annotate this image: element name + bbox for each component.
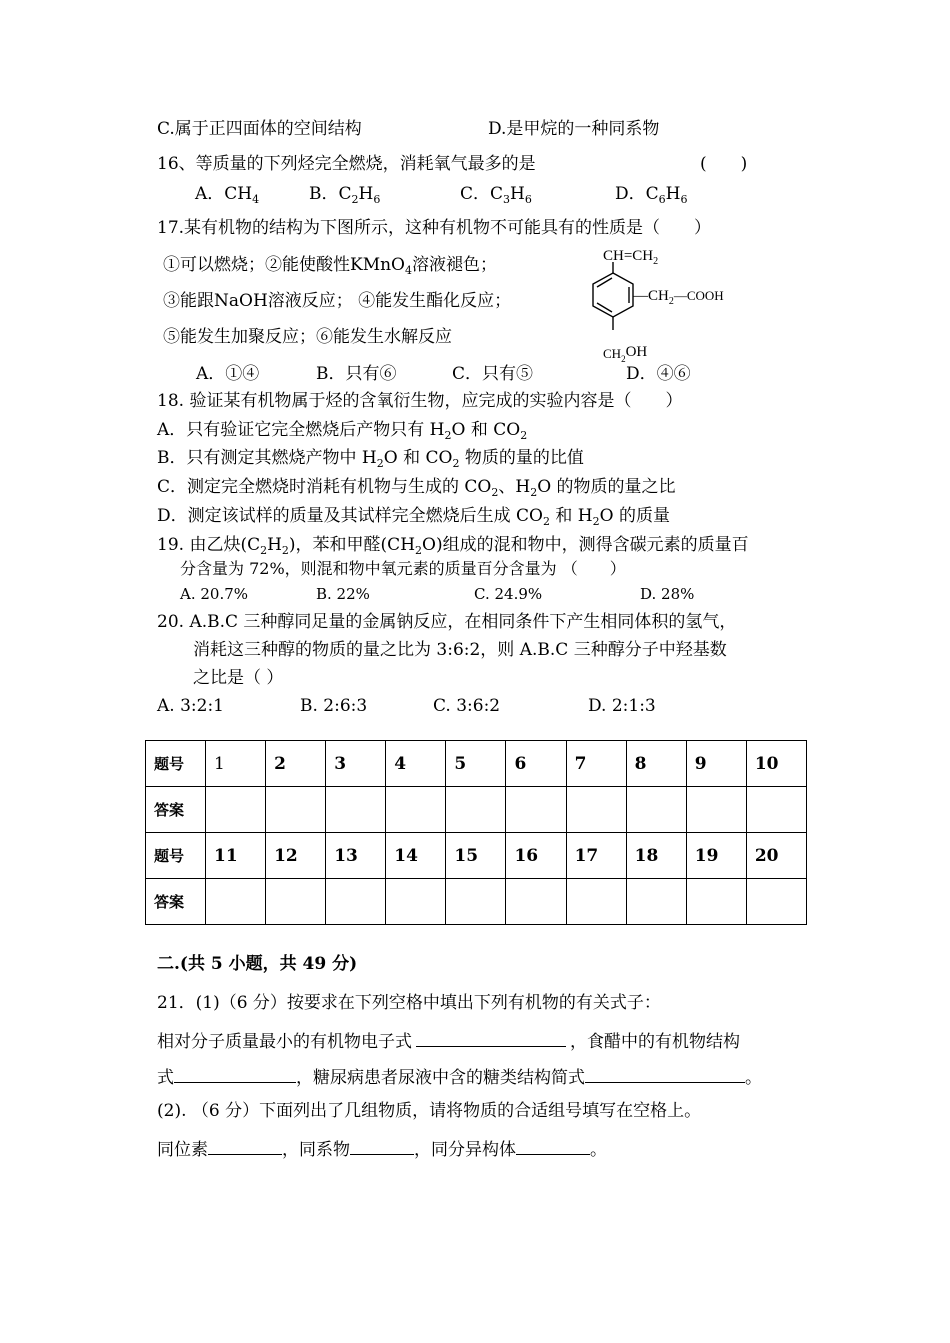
question-number-cell: 12 (266, 833, 326, 879)
q20-option-d: D. 2:1:3 (588, 696, 656, 716)
answer-cell[interactable] (266, 879, 326, 925)
answer-cell[interactable] (566, 787, 626, 833)
q15-option-c: C.属于正四面体的空间结构 (157, 119, 362, 139)
table-row-answers-1 (146, 787, 807, 833)
q16-stem: 16、等质量的下列烃完全燃烧，消耗氧气最多的是 (157, 154, 536, 174)
q21-line-5: 同位素 ，同系物 ，同分异构体 。 (157, 1136, 607, 1161)
q17-property-line-3: ⑤能发生加聚反应；⑥能发生水解反应 (163, 327, 452, 347)
benzene-ring (593, 262, 633, 330)
q17-option-c: C．只有⑤ (452, 364, 534, 384)
question-number-cell: 1 (206, 741, 266, 787)
q18-option-c: C．测定完全燃烧时消耗有机物与生成的 $CO_2$、$H_2O$ 的物质的量之比 (157, 477, 676, 499)
question-number-cell: 6 (506, 741, 566, 787)
hydroxymethyl-group: $CH_2OH$ (603, 344, 648, 364)
answer-label: 答案 (146, 879, 206, 925)
q19-option-c: C. 24.9% (474, 585, 543, 603)
q20-option-b: B. 2:6:3 (300, 696, 368, 716)
q19-option-d: D. 28% (640, 585, 695, 603)
answer-cell[interactable] (746, 787, 806, 833)
answer-cell[interactable] (266, 787, 326, 833)
question-number-cell: 15 (446, 833, 506, 879)
question-number-cell: 5 (446, 741, 506, 787)
q17-stem: 17.某有机物的结构为下图所示，这种有机物不可能具有的性质是（ ） (157, 218, 712, 238)
answer-cell[interactable] (206, 787, 266, 833)
answer-cell[interactable] (506, 879, 566, 925)
table-row-header-2 (146, 833, 807, 879)
question-number-cell: 10 (746, 741, 806, 787)
q15-option-d: D.是甲烷的一种同系物 (488, 119, 660, 139)
answer-cell[interactable] (206, 879, 266, 925)
blank-sugar-formula[interactable] (585, 1064, 745, 1083)
answer-table (145, 740, 807, 925)
table-row-answers-2 (146, 879, 807, 925)
answer-cell[interactable] (446, 787, 506, 833)
answer-cell[interactable] (686, 787, 746, 833)
q16-option-c: C．$C_3H_6$ (460, 184, 532, 206)
question-number-cell: 19 (686, 833, 746, 879)
q16-answer-paren: ( ) (700, 154, 748, 174)
structural-formula (585, 240, 765, 370)
question-number-cell: 18 (626, 833, 686, 879)
blank-structural-formula[interactable] (174, 1064, 296, 1083)
blank-homologues[interactable] (350, 1136, 414, 1155)
vinyl-group: $CH=CH_2$ (603, 248, 659, 267)
q17-option-d: D．④⑥ (626, 364, 691, 384)
question-number-cell: 2 (266, 741, 326, 787)
question-number-cell: 14 (386, 833, 446, 879)
blank-electron-formula[interactable] (416, 1028, 566, 1047)
q17-property-line-1: ①可以燃烧；②能使酸性KMnO$_4$溶液褪色； (163, 255, 497, 277)
answer-cell[interactable] (746, 879, 806, 925)
q18-option-b: B．只有测定其燃烧产物中 $H_2O$ 和 $CO_2$ 物质的量的比值 (157, 448, 584, 470)
section-2-title: 二.(共 5 小题，共 49 分) (157, 954, 358, 974)
answer-cell[interactable] (386, 787, 446, 833)
answer-cell[interactable] (506, 787, 566, 833)
answer-label: 答案 (146, 787, 206, 833)
carboxymethyl-group: $—CH_2—COOH$ (633, 288, 724, 307)
q16-option-b: B．$C_2H_6$ (309, 184, 381, 206)
question-number-cell: 20 (746, 833, 806, 879)
q21-line-3: 式 ，糖尿病患者尿液中含的糖类结构简式 。 (157, 1064, 762, 1089)
question-number-cell: 17 (566, 833, 626, 879)
q17-option-b: B．只有⑥ (316, 364, 397, 384)
q20-line-2: 消耗这三种醇的物质的量之比为 3:6:2，则 A.B.C 三种醇分子中羟基数 (193, 640, 727, 660)
answer-cell[interactable] (686, 879, 746, 925)
question-number-cell: 8 (626, 741, 686, 787)
answer-cell[interactable] (326, 787, 386, 833)
answer-cell[interactable] (626, 879, 686, 925)
q21-part1-stem: 21．(1)（6 分）按要求在下列空格中填出下列有机物的有关式子： (157, 993, 661, 1013)
answer-cell[interactable] (326, 879, 386, 925)
q21-line-2: 相对分子质量最小的有机物电子式 ，食醋中的有机物结构 (157, 1028, 740, 1053)
blank-isomers[interactable] (516, 1136, 590, 1155)
question-number-cell: 7 (566, 741, 626, 787)
question-number-cell: 9 (686, 741, 746, 787)
question-number-cell: 11 (206, 833, 266, 879)
answer-cell[interactable] (386, 879, 446, 925)
q16-option-a: A．$CH_4$ (195, 184, 260, 206)
q19-line-2: 分含量为 72%，则混和物中氧元素的质量百分含量为 （ ） (180, 559, 626, 578)
q17-option-a: A．①④ (196, 364, 260, 384)
question-number-cell: 13 (326, 833, 386, 879)
q18-stem: 18. 验证某有机物属于烃的含氧衍生物，应完成的实验内容是（ ） (157, 391, 683, 411)
q20-line-1: 20. A.B.C 三种醇同足量的金属钠反应，在相同条件下产生相同体积的氢气， (157, 612, 737, 632)
answer-cell[interactable] (446, 879, 506, 925)
q18-option-a: A．只有验证它完全燃烧后产物只有 $H_2O$ 和 $CO_2$ (157, 420, 528, 442)
q20-option-a: A. 3:2:1 (157, 696, 224, 716)
q20-line-3: 之比是（ ） (193, 668, 284, 688)
blank-isotopes[interactable] (208, 1136, 282, 1155)
table-row-header-1 (146, 741, 807, 787)
q18-option-d: D．测定该试样的质量及其试样完全燃烧后生成 $CO_2$ 和 $H_2O$ 的质量 (157, 506, 670, 528)
question-number-cell: 16 (506, 833, 566, 879)
q17-property-line-2: ③能跟NaOH溶液反应； ④能发生酯化反应； (163, 291, 512, 311)
q21-part2-stem: (2). （6 分）下面列出了几组物质，请将物质的合适组号填写在空格上。 (157, 1101, 702, 1121)
question-number-label: 题号 (146, 741, 206, 787)
question-number-cell: 3 (326, 741, 386, 787)
answer-cell[interactable] (566, 879, 626, 925)
question-number-cell: 4 (386, 741, 446, 787)
q19-option-a: A. 20.7% (180, 585, 249, 603)
q20-option-c: C. 3:6:2 (433, 696, 501, 716)
q19-option-b: B. 22% (316, 585, 370, 603)
q16-option-d: D．$C_6H_6$ (615, 184, 688, 206)
q19-line-1: 19. 由乙炔$(C_2H_2)$，苯和甲醛$(CH_2O)$组成的混和物中，测得含碳元素的质量百 (157, 535, 749, 557)
answer-cell[interactable] (626, 787, 686, 833)
question-number-label: 题号 (146, 833, 206, 879)
